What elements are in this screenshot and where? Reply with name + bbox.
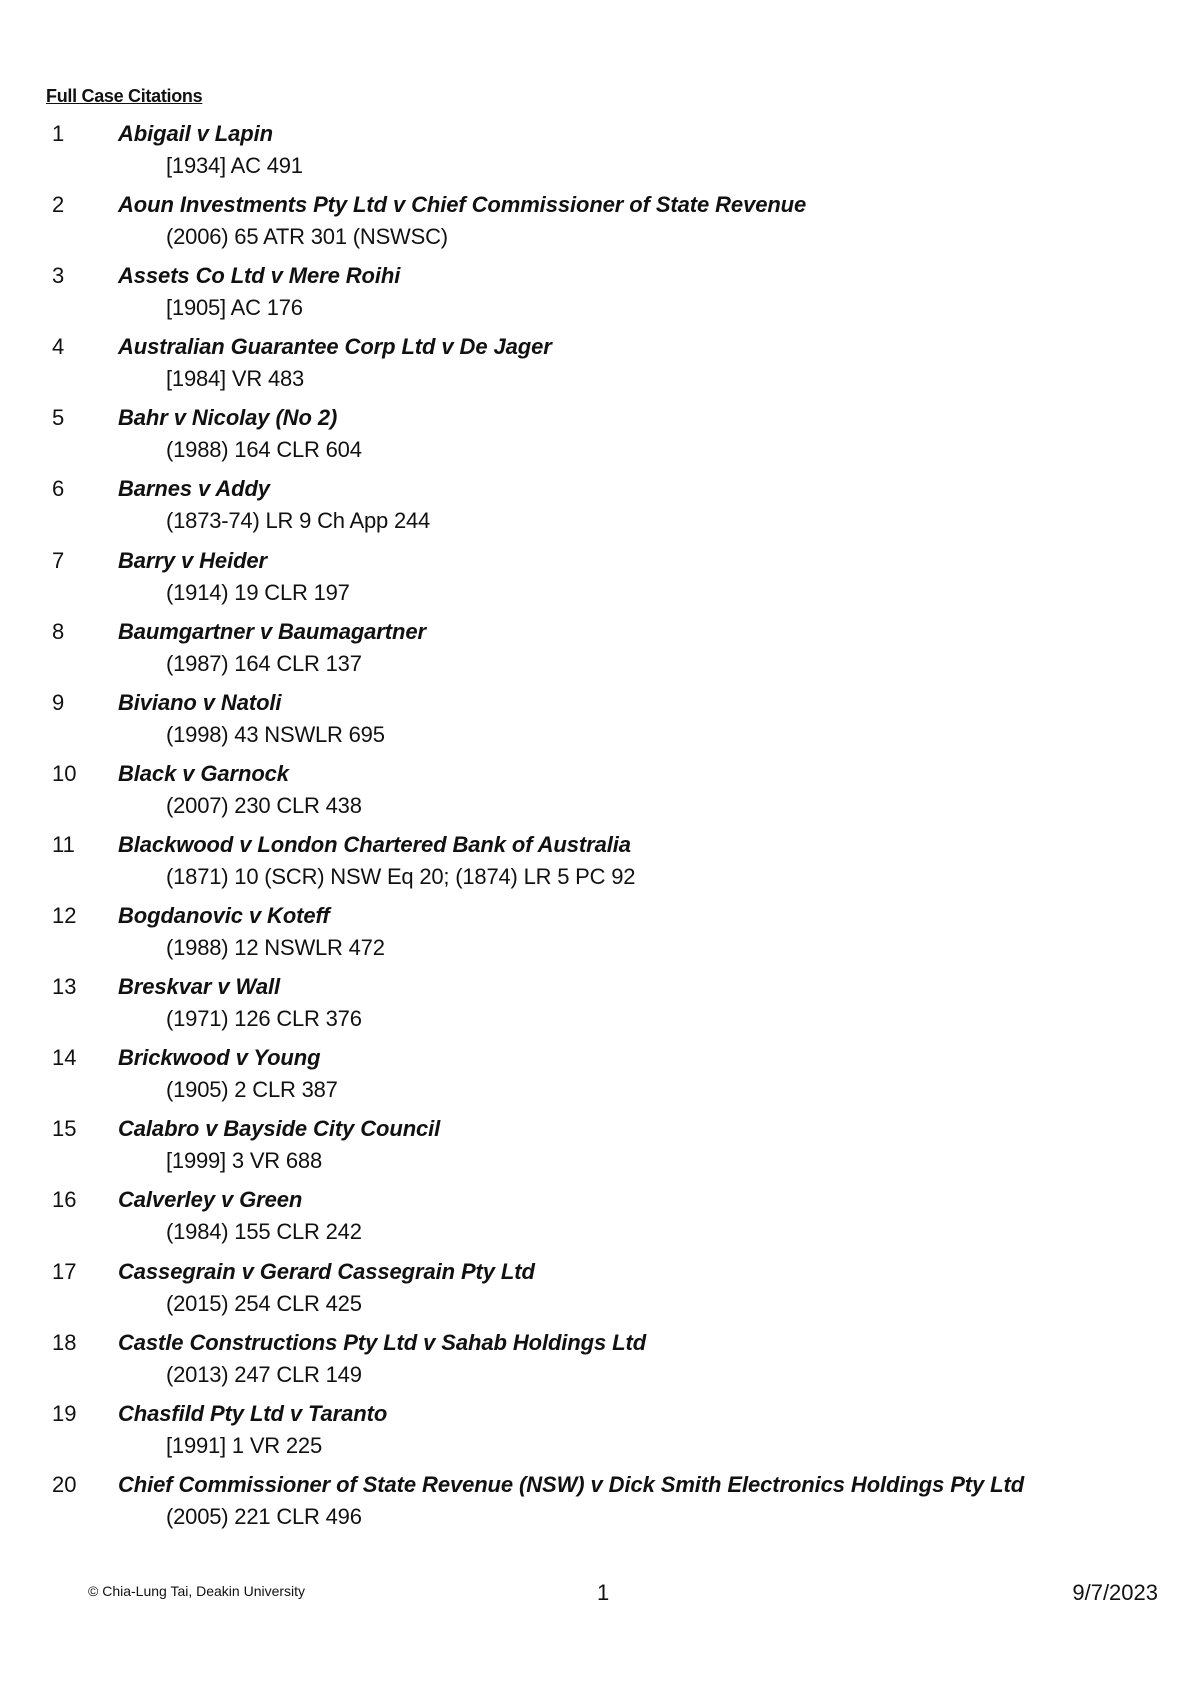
case-number: 13 [52, 974, 77, 1000]
list-item [0, 901, 1200, 972]
list-item [0, 190, 1200, 261]
list-item [0, 546, 1200, 617]
case-citation: [1984] VR 483 [166, 366, 305, 392]
case-name: Chasfild Pty Ltd v Taranto [118, 1400, 388, 1426]
case-citation: (1987) 164 CLR 137 [166, 650, 362, 676]
case-name: Bahr v Nicolay (No 2) [118, 405, 338, 431]
list-item [0, 1328, 1200, 1399]
case-name: Blackwood v London Chartered Bank of Australia [118, 831, 631, 857]
case-citation: (1871) 10 (SCR) NSW Eq 20; (1874) LR 5 PC 92 [166, 863, 636, 889]
case-number: 1 [52, 121, 65, 146]
list-item [0, 1399, 1200, 1470]
list-item [0, 759, 1200, 830]
case-number: 11 [52, 831, 75, 857]
case-number: 7 [52, 547, 65, 573]
case-name: Breskvar v Wall [118, 974, 280, 1000]
list-item [0, 830, 1200, 901]
case-citation: (1873-74) LR 9 Ch App 244 [166, 508, 431, 534]
case-citation: [1905] AC 176 [166, 295, 303, 321]
footer-copyright: © Chia-Lung Tai, Deakin University [88, 1583, 306, 1599]
case-number: 10 [52, 760, 77, 786]
case-name: Black v Garnock [118, 760, 289, 786]
list-item [0, 474, 1200, 545]
case-number: 5 [52, 405, 65, 431]
list-item [0, 972, 1200, 1043]
case-number: 8 [52, 618, 65, 644]
case-citation: (1905) 2 CLR 387 [166, 1077, 338, 1103]
case-citation: (1914) 19 CLR 197 [166, 579, 350, 605]
case-number: 9 [52, 689, 65, 715]
case-number: 16 [52, 1187, 77, 1213]
case-name: Castle Constructions Pty Ltd v Sahab Holdings Ltd [118, 1329, 647, 1355]
case-citation: (1998) 43 NSWLR 695 [166, 721, 385, 747]
list-item [0, 1470, 1200, 1541]
case-number: 6 [52, 476, 65, 502]
case-citation: (1971) 126 CLR 376 [166, 1006, 362, 1032]
case-number: 20 [52, 1471, 77, 1497]
case-number: 12 [52, 903, 77, 929]
list-item [0, 403, 1200, 474]
list-item [0, 1114, 1200, 1185]
list-item [0, 261, 1200, 332]
list-item [0, 1043, 1200, 1114]
case-name: Baumgartner v Baumagartner [118, 618, 426, 644]
list-item [0, 617, 1200, 688]
case-citation: (2006) 65 ATR 301 (NSWSC) [166, 224, 448, 250]
list-item [0, 119, 1200, 190]
case-citation: [1991] 1 VR 225 [166, 1432, 323, 1458]
case-name: Chief Commissioner of State Revenue (NSW) v Dick Smith Electronics Holdings Pty Ltd [118, 1471, 1025, 1497]
case-number: 19 [52, 1400, 77, 1426]
footer-date: 9/7/2023 [1072, 1580, 1158, 1605]
case-name: Aoun Investments Pty Ltd v Chief Commissioner of State Revenue [118, 192, 807, 218]
case-name: Barnes v Addy [118, 476, 270, 502]
case-citation: (2007) 230 CLR 438 [166, 792, 362, 818]
list-item [0, 332, 1200, 403]
case-name: Biviano v Natoli [118, 689, 282, 715]
case-citation: (1988) 164 CLR 604 [166, 437, 362, 463]
case-name: Australian Guarantee Corp Ltd v De Jager [118, 334, 552, 360]
case-citation: (1988) 12 NSWLR 472 [166, 935, 385, 961]
case-name: Abigail v Lapin [118, 121, 273, 146]
case-number: 14 [52, 1045, 77, 1071]
case-name: Assets Co Ltd v Mere Roihi [118, 263, 401, 289]
case-number: 17 [52, 1258, 77, 1284]
case-list [0, 119, 1200, 1541]
case-citation: (2013) 247 CLR 149 [166, 1361, 362, 1387]
list-item [0, 688, 1200, 759]
case-name: Barry v Heider [118, 547, 268, 573]
case-number: 15 [52, 1116, 77, 1142]
case-name: Calabro v Bayside City Council [118, 1116, 441, 1142]
case-number: 4 [52, 334, 65, 360]
case-citation: (2005) 221 CLR 496 [166, 1503, 362, 1529]
case-name: Brickwood v Young [118, 1045, 321, 1071]
page-number: 1 [597, 1580, 610, 1605]
case-citation: [1999] 3 VR 688 [166, 1148, 323, 1174]
case-name: Bogdanovic v Koteff [118, 903, 330, 929]
case-name: Cassegrain v Gerard Cassegrain Pty Ltd [118, 1258, 535, 1284]
case-number: 18 [52, 1329, 77, 1355]
case-number: 2 [52, 192, 65, 218]
case-citation: (1984) 155 CLR 242 [166, 1219, 362, 1245]
list-item [0, 1257, 1200, 1328]
page-title: Full Case Citations [46, 86, 203, 106]
list-item [0, 1185, 1200, 1256]
case-citation: (2015) 254 CLR 425 [166, 1290, 362, 1316]
case-citation: [1934] AC 491 [166, 153, 303, 178]
case-number: 3 [52, 263, 65, 289]
case-name: Calverley v Green [118, 1187, 303, 1213]
